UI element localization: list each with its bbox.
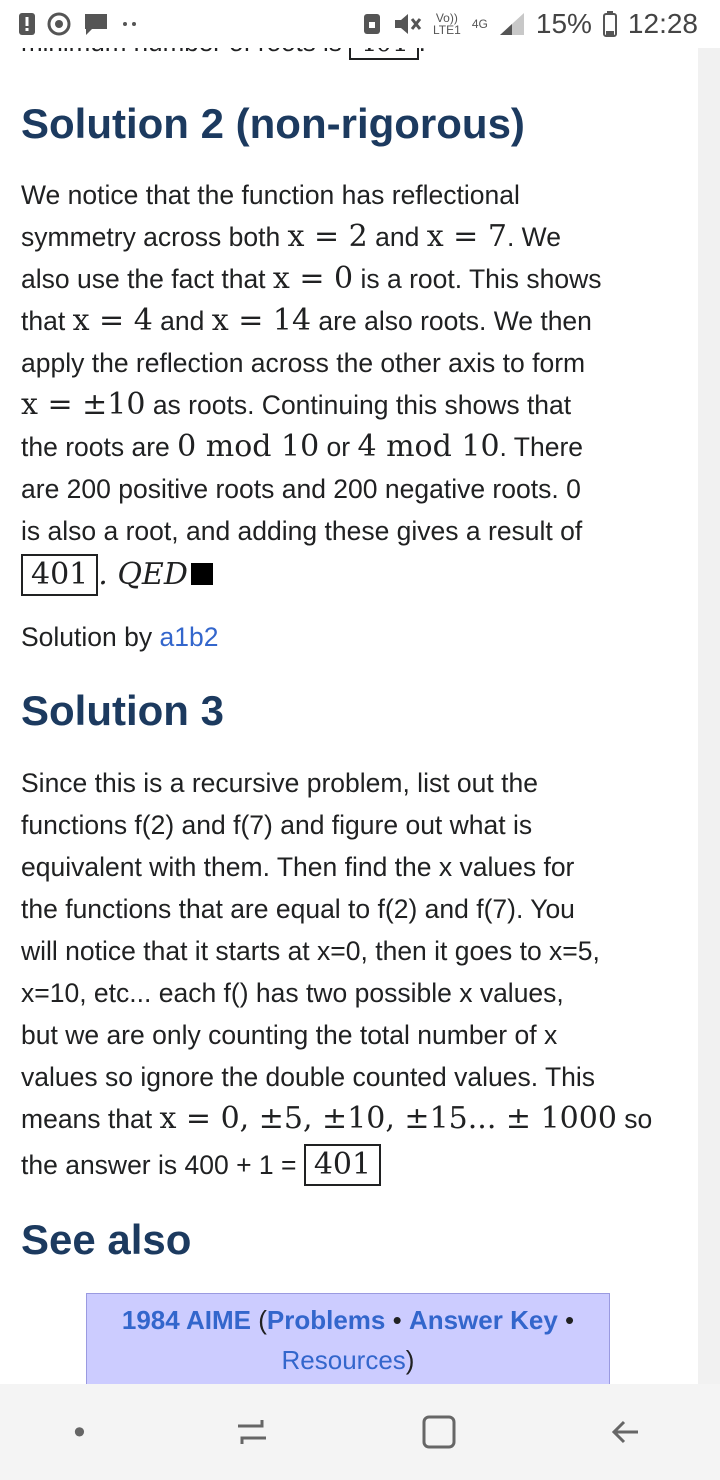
sync-icon: [46, 11, 72, 37]
scrollbar-track[interactable]: [698, 48, 720, 1384]
solution-3-text: [21, 762, 686, 1196]
qed-text: . QED: [98, 557, 188, 592]
aime-navbox: 1984 AIME (Problems • Answer Key • Resources): [86, 1293, 610, 1384]
qed-square-icon: [191, 563, 213, 585]
s3-line: functions f(2) and f(7) and figure out what is: [21, 810, 533, 840]
s2-line: We notice that the function has reflectional: [21, 180, 520, 210]
author-link[interactable]: a1b2: [159, 622, 219, 652]
s2-line: apply the reflection across the other axis to form: [21, 348, 586, 378]
math-expression: x = 2: [287, 219, 368, 254]
s3-line: the functions that are equal to f(2) and f(7). You: [21, 894, 575, 924]
s2-answer-line: [21, 554, 686, 606]
math-expression: 4 mod 10: [357, 429, 500, 464]
status-bar: [0, 0, 720, 48]
solution-2-credit: Solution by a1b2: [21, 622, 219, 652]
battery-icon: [602, 11, 618, 37]
s3-line: will notice that it starts at x=0, then it goes to x=5,: [21, 936, 600, 966]
s3-line: but we are only counting the total number of x: [21, 1020, 558, 1050]
solution-2-text: [21, 174, 686, 606]
s3-line: x=10, etc... each f() has two possible x values,: [21, 978, 564, 1008]
resources-link[interactable]: Resources: [281, 1345, 406, 1375]
s3-answer-line: the answer is 400 + 1 = 401: [21, 1144, 686, 1196]
s3-line: means that x = 0, ±5, ±10, ±15... ± 1000 so: [21, 1101, 653, 1136]
s2-line: symmetry across both x = 2 and x = 7. We: [21, 219, 561, 254]
s2-line: are 200 positive roots and 200 negative roots. 0: [21, 474, 581, 504]
signal-icon: [498, 11, 526, 37]
answer-box: 401: [21, 554, 98, 596]
s3-line: equivalent with them. Then find the x values for: [21, 852, 575, 882]
math-expression: x = 4: [72, 303, 153, 338]
mute-icon: [392, 11, 422, 37]
math-expression: x = ±10: [21, 387, 146, 422]
answer-box: 401: [304, 1144, 381, 1186]
problems-link[interactable]: Problems: [266, 1305, 386, 1335]
dots-icon: [120, 19, 140, 29]
math-expression: x = 0, ±5, ±10, ±15... ± 1000: [159, 1101, 617, 1136]
s2-line: x = ±10 as roots. Continuing this shows that: [21, 387, 572, 422]
alert-icon: [18, 12, 36, 36]
math-expression: x = 7: [426, 219, 507, 254]
solution-3-heading: Solution 3: [21, 687, 224, 734]
s2-line: that x = 4 and x = 14 are also roots. We then: [21, 303, 592, 338]
math-expression: x = 0: [272, 261, 354, 296]
home-icon[interactable]: [419, 1412, 459, 1452]
s3-line: Since this is a recursive problem, list out the: [21, 768, 538, 798]
recent-apps-icon[interactable]: [232, 1412, 272, 1452]
s2-line: the roots are 0 mod 10 or 4 mod 10. There: [21, 429, 584, 464]
volte-indicator: Vo)) LTE1: [432, 11, 461, 37]
solution-2-heading: Solution 2 (non-rigorous): [21, 100, 525, 147]
notification-lock-icon: [362, 12, 382, 36]
see-also-heading: See also: [21, 1216, 192, 1263]
nav-dot[interactable]: •: [73, 1412, 86, 1451]
message-icon: [82, 11, 110, 37]
contest-link[interactable]: 1984 AIME: [121, 1305, 251, 1335]
navigation-bar: [0, 1384, 720, 1480]
network-type: 4G: [471, 17, 488, 31]
clock: 12:28: [627, 8, 698, 39]
math-expression: 0 mod 10: [177, 429, 320, 464]
battery-percent: 15%: [535, 8, 592, 39]
s2-line: also use the fact that x = 0 is a root. This shows: [21, 261, 602, 296]
answer-key-link[interactable]: Answer Key: [408, 1305, 558, 1335]
back-icon[interactable]: [606, 1412, 646, 1452]
math-expression: x = 14: [211, 303, 312, 338]
s3-line: values so ignore the double counted values. This: [21, 1062, 596, 1092]
s2-line: is also a root, and adding these gives a result of: [21, 516, 583, 546]
